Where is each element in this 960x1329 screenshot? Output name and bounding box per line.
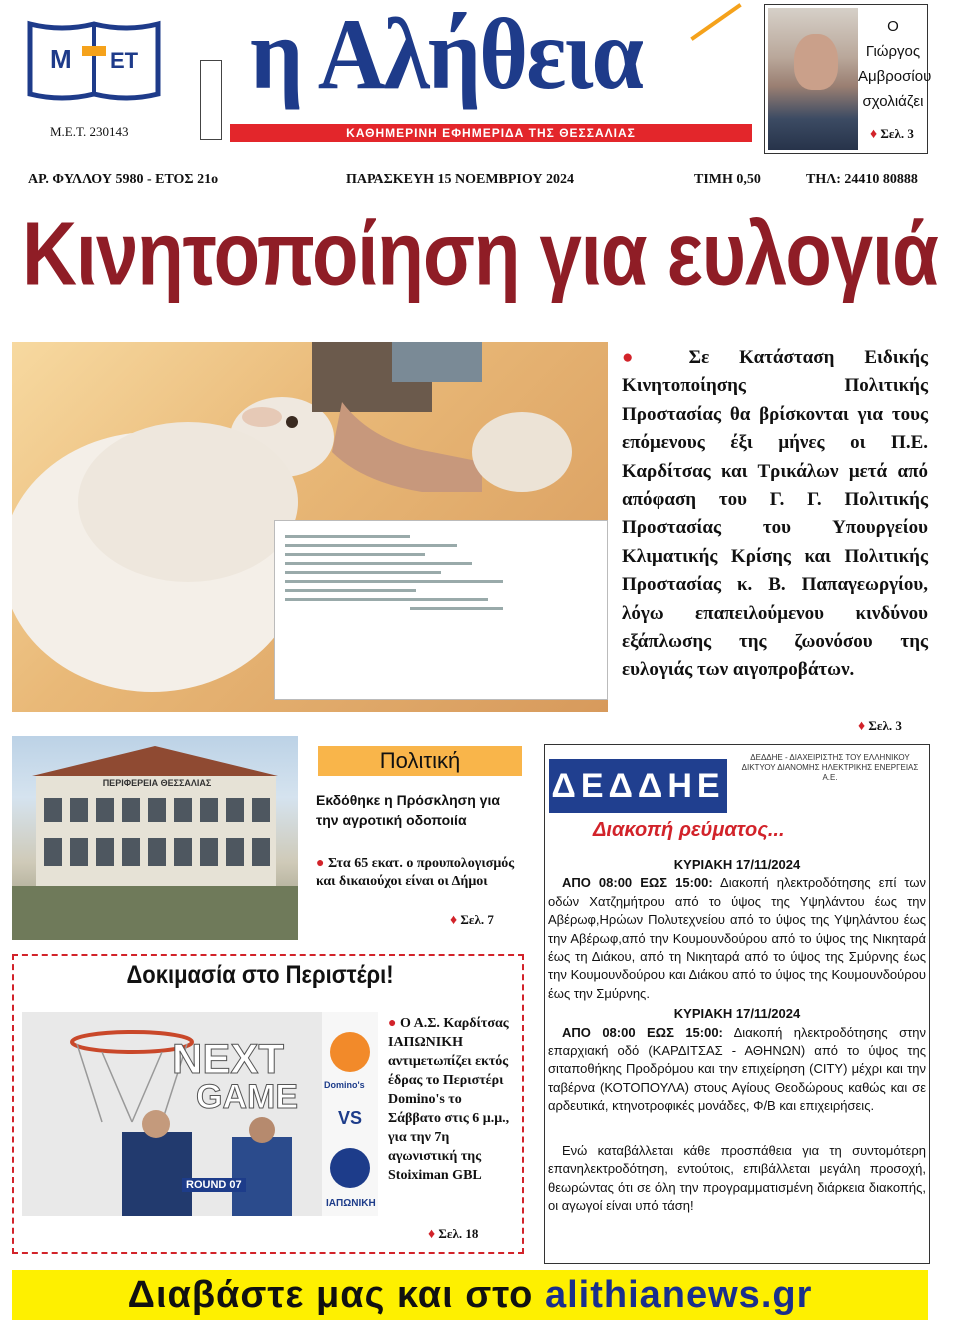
- outage-paragraph-2: [548, 1024, 926, 1116]
- outage-body-2: Διακοπή ηλεκτροδότησης στην επαρχιακή οδό (ΚΑΡΔΙΤΣΑΣ - ΑΘΗΝΩΝ) από το ύψος της σιταποθήκης Προδρόμου και την επιχείρηση (CITY) μέχρι και την ταβέρνα (ΚΟΤΟΠΟΥΛΑ) στους Αγίους Θεοδώρους καθώς και σε αρδευτικά, κτηνοτροφικές μονάδες, Φ/Β και επιχειρήσεις.: [548, 1024, 926, 1114]
- met-logo-letters-et: ET: [110, 48, 139, 73]
- outage-time-2: ΑΠΟ 08:00 ΕΩΣ 15:00:: [562, 1024, 723, 1040]
- next-game-poster[interactable]: [22, 1012, 378, 1216]
- issue-price: ΤΙΜΗ 0,50: [694, 172, 761, 187]
- outage-date-1: ΚΥΡΙΑΚΗ 17/11/2024: [673, 857, 801, 872]
- newspaper-title: η Αλήθεια: [250, 0, 642, 111]
- main-headline: Κινητοποίηση για ευλογιά: [22, 204, 938, 305]
- deddhe-slogan: Διακοπή ρεύματος...: [593, 819, 785, 841]
- bullet-icon: ●: [316, 856, 325, 871]
- basketball-page-label: Σελ. 18: [438, 1226, 479, 1241]
- issue-number: ΑΡ. ΦΥΛΛΟΥ 5980 - ΕΤΟΣ 21ο: [28, 172, 219, 187]
- website-url[interactable]: alithianews.gr: [544, 1274, 813, 1316]
- lead-article-text: Σε Κατάσταση Ειδικής Κινητοποίησης Πολιτικής Προστασίας θα βρίσκονται για τους επόμενους έξι μήνες οι Π.Ε. Καρδίτσας και Τρικάλων μετά από απόφαση του Γ. Γ. Πολιτικής Προστασίας του Υπουργείου Κλιματικής Κρίσης και Πολιτικής Προστασίας κ. Β. Παπαγεωργίου, λόγω επαπειλούμενου κινδύνου εξάπλωσης της ζωονόσου της ευλογιάς των αιγοπροβάτων.: [622, 347, 928, 681]
- outage-paragraph-1: [548, 874, 926, 1003]
- poster-round: ROUND 07: [182, 1178, 246, 1192]
- commentary-line-1: Ο Γιώργος: [865, 18, 921, 60]
- deddhe-logo: ΔΕΔΔΗΕ: [549, 759, 727, 813]
- regional-building-photo[interactable]: [12, 736, 298, 940]
- poster-sponsor: Domino's: [324, 1080, 365, 1090]
- outage-body-1: Διακοπή ηλεκτροδότησης επί των οδών Χατζημήτρου από το ύψος της Υψηλάντου έως την Αβέρωφ,Ηρώων Πολυτεχνείου από το ύψος της Υψηλάντου έως την Αβέρωφ,από την Κουμουνδούρου από το ύψος της Νικηταρά έως τη Διάκου, από τη Νικηταρά από το ύψος της Σμύρνης έως την Κουμουνδούρου και Διάκου από το ύψος της Κουμουνδούρου έως την Σμύρνης.: [548, 875, 926, 1001]
- issue-date: ΠΑΡΑΣΚΕΥΗ 15 ΝΟΕΜΒΡΙΟΥ 2024: [346, 172, 575, 187]
- basketball-summary-text: Ο Α.Σ. Καρδίτσας ΙΑΠΩΝΙΚΗ αντιμετωπίζει εκτός έδρας το Περιστέρι Domino's το Σάββατο στις 6 μ.μ., για την 7η αγωνιστική της Stoiximan GBL: [388, 1016, 510, 1183]
- politics-summary: [316, 855, 526, 891]
- website-banner[interactable]: [12, 1270, 928, 1320]
- diamond-icon: ♦: [858, 719, 866, 734]
- phone-number: ΤΗΛ: 24410 80888: [806, 172, 918, 187]
- newspaper-subtitle-strip: ΚΑΘΗΜΕΡΙΝΗ ΕΦΗΜΕΡΙΔΑ ΤΗΣ ΘΕΣΣΑΛΙΑΣ: [230, 124, 752, 142]
- commentary-line-2: Αμβροσίου: [858, 68, 932, 85]
- decision-document: [274, 520, 608, 700]
- bullet-icon: ●: [622, 347, 659, 368]
- outage-notice: [548, 856, 926, 1215]
- deddhe-organization: ΔΕΔΔΗΕ - ΔΙΑΧΕΙΡΙΣΤΗΣ ΤΟΥ ΕΛΛΗΝΙΚΟΥ ΔΙΚΤΥΟΥ ΔΙΑΝΟΜΗΣ ΗΛΕΚΤΡΙΚΗΣ ΕΝΕΡΓΕΙΑΣ Α.Ε.: [741, 753, 919, 782]
- poster-next: NEXT: [172, 1035, 285, 1082]
- met-code: Μ.Ε.Τ. 230143: [50, 124, 129, 139]
- building-sign: ΠΕΡΙΦΕΡΕΙΑ ΘΕΣΣΑΛΙΑΣ: [102, 778, 212, 788]
- diamond-icon: ♦: [450, 913, 458, 928]
- sheep-photo[interactable]: [12, 342, 608, 712]
- met-logo: [22, 18, 166, 106]
- commentary-page-ref[interactable]: [870, 126, 914, 143]
- website-banner-text: Διαβάστε μας και στο: [127, 1274, 534, 1316]
- politics-page-label: Σελ. 7: [460, 912, 494, 927]
- diamond-icon: ♦: [870, 127, 878, 142]
- politics-summary-text: Στα 65 εκατ. ο προυπολογισμός και δικαιούχοι είναι οι Δήμοι: [316, 856, 515, 889]
- columnist-face: [794, 34, 838, 90]
- commentary-line-3: σχολιάζει: [862, 93, 924, 110]
- basketball-page-ref[interactable]: [428, 1226, 478, 1243]
- lead-article: [622, 344, 928, 685]
- commentary-page-label: Σελ. 3: [880, 126, 914, 141]
- pen-stroke: [690, 3, 741, 41]
- politics-page-ref[interactable]: [450, 912, 494, 929]
- outage-date-2: ΚΥΡΙΑΚΗ 17/11/2024: [673, 1006, 801, 1022]
- basketball-summary: [388, 1014, 516, 1185]
- poster-team: ΙΑΠΩΝΙΚΗ: [326, 1198, 376, 1209]
- lead-page-label: Σελ. 3: [868, 718, 902, 733]
- registration-stamp: [200, 60, 222, 140]
- section-tag-politics: Πολιτική: [318, 746, 522, 776]
- columnist-photo: [768, 8, 858, 150]
- lead-page-ref[interactable]: [858, 718, 902, 735]
- outage-time-1: ΑΠΟ 08:00 ΕΩΣ 15:00:: [562, 875, 713, 891]
- outage-closing: Ενώ καταβάλλεται κάθε προσπάθεια για τη συντομότερη επανηλεκτροδότηση, εντούτοις, επιβάλλεται μεγάλη προσοχή, θεωρώντας ότι σε όλη την προγραμματισμένη διάρκεια διακοπής, οι αγωγοί είναι υπό τάση!: [548, 1142, 926, 1213]
- commentary-label: [858, 14, 932, 114]
- poster-game: GAME: [196, 1078, 298, 1116]
- politics-headline[interactable]: Εκδόθηκε η Πρόσκληση για την αγροτική οδοποιία: [316, 792, 500, 828]
- met-logo-letter-m: M: [50, 44, 72, 74]
- deddhe-banner: [545, 745, 929, 849]
- bullet-icon: ●: [388, 1016, 397, 1031]
- basketball-headline[interactable]: Δοκιμασία στο Περιστέρι!: [126, 960, 394, 989]
- poster-vs: VS: [338, 1108, 363, 1128]
- diamond-icon: ♦: [428, 1227, 436, 1242]
